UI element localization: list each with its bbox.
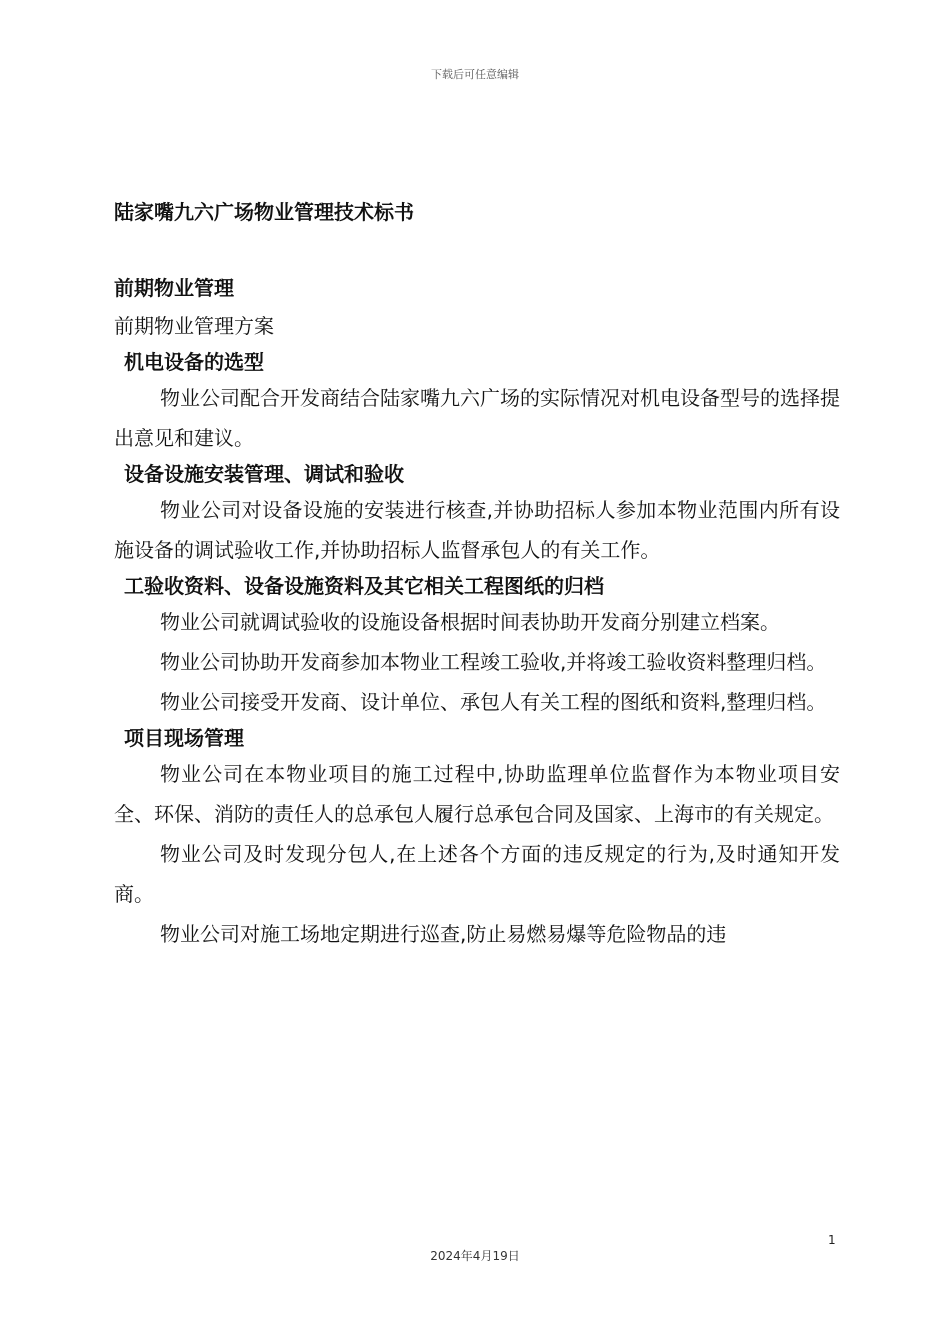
- paragraph: 物业公司就调试验收的设施设备根据时间表协助开发商分别建立档案。: [160, 610, 780, 634]
- block-installation-management: [114, 458, 840, 570]
- paragraph: 物业公司配合开发商结合陆家嘴九六广场的实际情况对机电设备型号的选择提出意见和建议。: [114, 386, 840, 450]
- sub-heading: 工验收资料、设备设施资料及其它相关工程图纸的归档: [124, 574, 604, 598]
- paragraph: 物业公司协助开发商参加本物业工程竣工验收,并将竣工验收资料整理归档。: [160, 650, 827, 674]
- sub-heading: 设备设施安装管理、调试和验收: [124, 462, 404, 486]
- sub-heading: 项目现场管理: [124, 726, 244, 750]
- block-archiving: [114, 570, 840, 722]
- document-body: [114, 196, 840, 954]
- sub-heading: 机电设备的选型: [124, 350, 264, 374]
- paragraph: 物业公司在本物业项目的施工过程中,协助监理单位监督作为本物业项目安全、环保、消防的责任人的总承包人履行总承包合同及国家、上海市的有关规定。: [114, 762, 840, 826]
- block-site-management: [114, 722, 840, 954]
- paragraph: 物业公司对设备设施的安装进行核查,并协助招标人参加本物业范围内所有设施设备的调试验收工作,并协助招标人监督承包人的有关工作。: [114, 498, 840, 562]
- paragraph: 物业公司接受开发商、设计单位、承包人有关工程的图纸和资料,整理归档。: [160, 690, 827, 714]
- page-header: 下载后可任意编辑: [431, 68, 519, 81]
- document-title: 陆家嘴九六广场物业管理技术标书: [114, 200, 414, 224]
- block-equipment-selection: [114, 346, 840, 458]
- footer-date: 2024年4月19日: [430, 1249, 520, 1263]
- paragraph: 物业公司及时发现分包人,在上述各个方面的违反规定的行为,及时通知开发商。: [114, 842, 840, 906]
- section-title: 前期物业管理: [114, 276, 234, 300]
- section-subtitle: 前期物业管理方案: [114, 314, 274, 338]
- paragraph: 物业公司对施工场地定期进行巡查,防止易燃易爆等危险物品的违: [160, 922, 727, 946]
- page-number: 1: [828, 1233, 836, 1247]
